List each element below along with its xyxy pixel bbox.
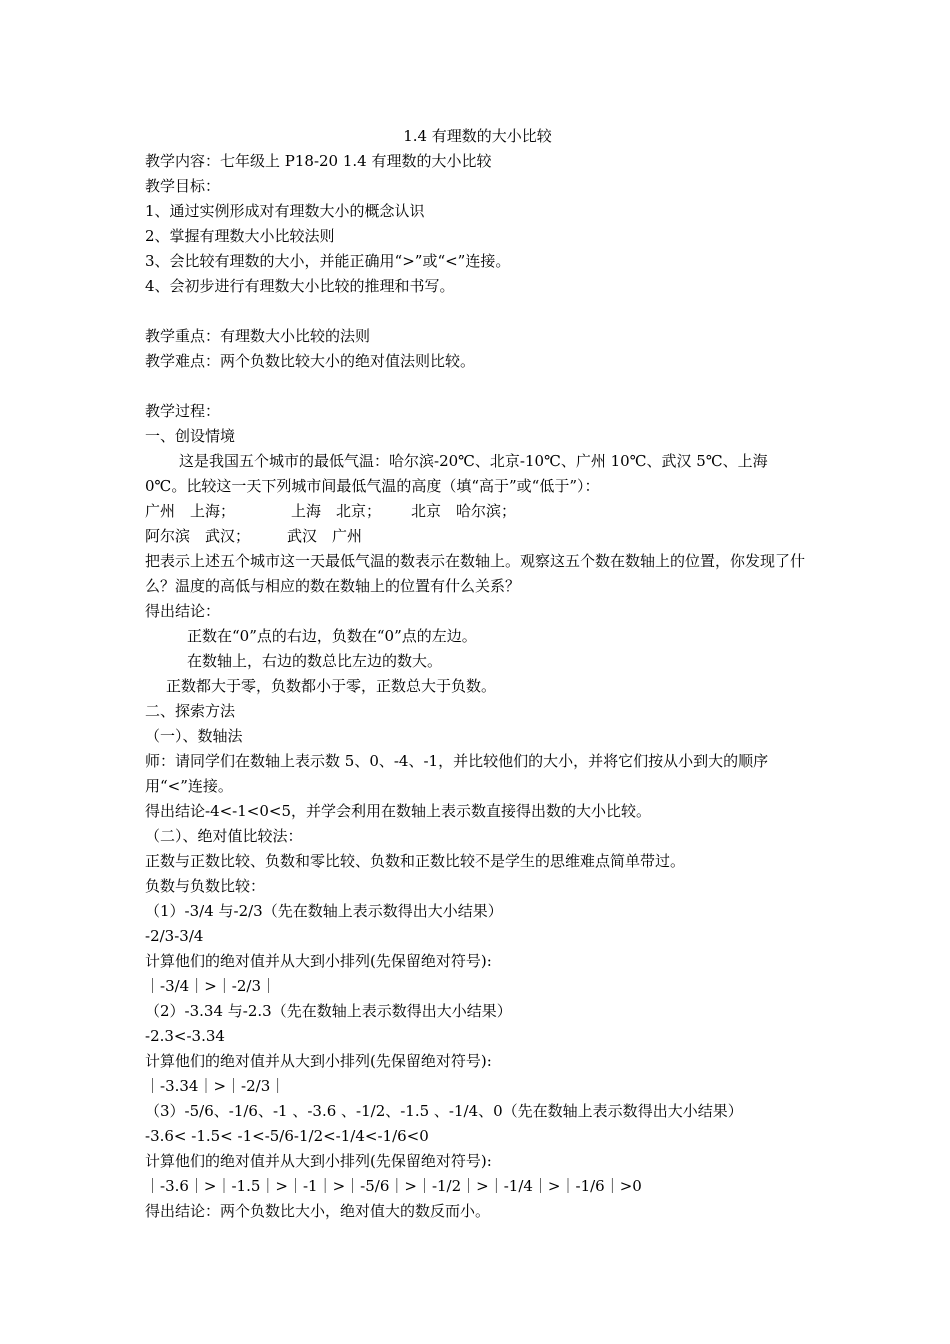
blank-line bbox=[145, 299, 810, 324]
conclusion-item: 在数轴上，右边的数总比左边的数大。 bbox=[187, 652, 443, 670]
city-pair: 北京 哈尔滨； bbox=[411, 502, 517, 520]
compare-line: （3）-5/6、-1/6、-1 、-3.6 、-1/2、-1.5 、-1/4、0（先在数轴上表示数得出大小结果） bbox=[145, 1102, 743, 1120]
teaching-content: 教学内容：七年级上 P18-20 1.4 有理数的大小比较 bbox=[145, 152, 492, 170]
city-pair: 武汉 广州 bbox=[287, 527, 363, 545]
compare-line: 计算他们的绝对值并从大到小排列(先保留绝对符号): bbox=[145, 1152, 492, 1170]
sub2-heading: （二）、绝对值比较法： bbox=[145, 827, 303, 845]
city-pair: 广州 上海； bbox=[145, 502, 236, 520]
compare-line: -2.3<-3.34 bbox=[145, 1027, 225, 1045]
compare-line: ｜-3.6｜>｜-1.5｜>｜-1｜>｜-5/6｜>｜-1/2｜>｜-1/4｜>｜-1/6｜>0 bbox=[145, 1177, 642, 1195]
sub1-result: 得出结论-4<-1<0<5，并学会利用在数轴上表示数直接得出数的大小比较。 bbox=[145, 802, 652, 820]
document-title: 1.4 有理数的大小比较 bbox=[403, 127, 552, 145]
section1-intro: 这是我国五个城市的最低气温：哈尔滨-20℃、北京-10℃、广州 10℃、武汉 5℃、上海 0℃。比较这一天下列城市间最低气温的高度（填“高于”或“低于”）： bbox=[145, 452, 768, 495]
difficult-point: 教学难点：两个负数比较大小的绝对值法则比较。 bbox=[145, 352, 476, 370]
process-heading: 教学过程： bbox=[145, 402, 221, 420]
objective-item: 3、会比较有理数的大小，并能正确用“>”或“<”连接。 bbox=[145, 252, 511, 270]
compare-line: 计算他们的绝对值并从大到小排列(先保留绝对符号): bbox=[145, 952, 492, 970]
compare-line: 计算他们的绝对值并从大到小排列(先保留绝对符号): bbox=[145, 1052, 492, 1070]
compare-line: ｜-3.34｜>｜-2/3｜ bbox=[145, 1077, 286, 1095]
sub1-teacher-text: 师：请同学们在数轴上表示数 5、0、-4、-1，并比较他们的大小，并将它们按从小到大的顺序用“<”连接。 bbox=[145, 752, 769, 795]
sub2-note: 正数与正数比较、负数和零比较、负数和正数比较不是学生的思维难点简单带过。 bbox=[145, 852, 686, 870]
final-conclusion: 得出结论：两个负数比大小，绝对值大的数反而小。 bbox=[145, 1202, 491, 1220]
section1-question: 把表示上述五个城市这一天最低气温的数表示在数轴上。观察这五个数在数轴上的位置，你发现了什么？温度的高低与相应的数在数轴上的位置有什么关系？ bbox=[145, 552, 806, 595]
compare-line: ｜-3/4｜>｜-2/3｜ bbox=[145, 977, 276, 995]
objective-item: 2、掌握有理数大小比较法则 bbox=[145, 227, 335, 245]
city-pairs-row bbox=[145, 499, 810, 524]
key-point: 教学重点：有理数大小比较的法则 bbox=[145, 327, 371, 345]
objective-item: 1、通过实例形成对有理数大小的概念认识 bbox=[145, 202, 425, 220]
compare-line: （2）-3.34 与-2.3（先在数轴上表示数得出大小结果） bbox=[145, 1002, 512, 1020]
compare-line: -3.6< -1.5< -1<-5/6-1/2<-1/4<-1/6<0 bbox=[145, 1127, 429, 1145]
city-pair: 上海 北京； bbox=[291, 502, 382, 520]
sub1-heading: （一）、数轴法 bbox=[145, 727, 243, 745]
city-pairs-row bbox=[145, 524, 810, 549]
conclusion-item: 正数都大于零，负数都小于零，正数总大于负数。 bbox=[166, 677, 497, 695]
compare-line: （1）-3/4 与-2/3（先在数轴上表示数得出大小结果） bbox=[145, 902, 503, 920]
negative-compare-heading: 负数与负数比较： bbox=[145, 877, 266, 895]
objectives-heading: 教学目标： bbox=[145, 177, 221, 195]
city-pair: 阿尔滨 武汉； bbox=[145, 527, 251, 545]
objective-item: 4、会初步进行有理数大小比较的推理和书写。 bbox=[145, 277, 455, 295]
section2-heading: 二、探索方法 bbox=[145, 702, 236, 720]
blank-line bbox=[145, 374, 810, 399]
document-body bbox=[145, 124, 810, 1224]
compare-line: -2/3-3/4 bbox=[145, 927, 204, 945]
conclusion-heading: 得出结论： bbox=[145, 602, 221, 620]
conclusion-item: 正数在“0”点的右边，负数在“0”点的左边。 bbox=[187, 627, 477, 645]
section1-heading: 一、创设情境 bbox=[145, 427, 236, 445]
